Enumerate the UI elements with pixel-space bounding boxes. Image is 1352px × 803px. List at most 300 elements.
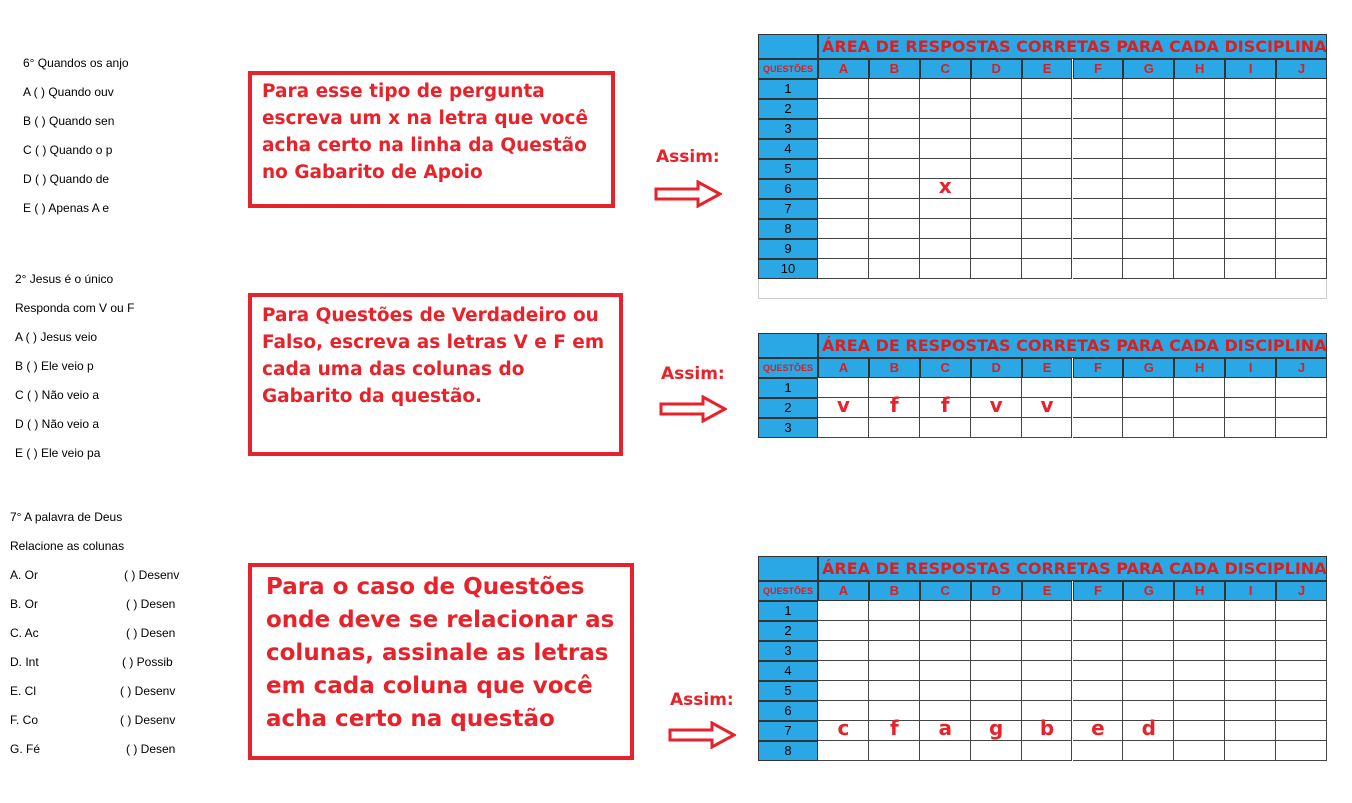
answer-cell[interactable] bbox=[1123, 378, 1174, 398]
column-header-g: G bbox=[1123, 581, 1174, 601]
column-header-e: E bbox=[1022, 358, 1073, 378]
question-number: 5 bbox=[758, 681, 818, 701]
question-2-option-c: C ( ) Não veio a bbox=[15, 388, 100, 402]
answer-cell[interactable] bbox=[1276, 681, 1327, 701]
answer-cell[interactable] bbox=[1022, 139, 1073, 159]
answer-cell[interactable] bbox=[920, 741, 971, 761]
answer-cell[interactable] bbox=[869, 418, 920, 438]
instruction-line: Falso, escreva as letras V e F em bbox=[262, 332, 605, 353]
question-7-right-1: ( ) Desenv bbox=[124, 568, 180, 582]
answer-cell[interactable] bbox=[869, 641, 920, 661]
answer-cell[interactable] bbox=[1123, 661, 1174, 681]
answer-cell[interactable] bbox=[1276, 99, 1327, 119]
question-number: 2 bbox=[758, 398, 818, 418]
answer-cell[interactable] bbox=[1022, 259, 1073, 279]
column-header-a: A bbox=[818, 59, 869, 79]
answer-cell[interactable] bbox=[1276, 239, 1327, 259]
question-7-left-e: E. Cl bbox=[10, 684, 37, 698]
question-number: 8 bbox=[758, 219, 818, 239]
column-header-i: I bbox=[1225, 581, 1276, 601]
answer-cell[interactable] bbox=[1022, 681, 1073, 701]
grid-title: ÁREA DE RESPOSTAS CORRETAS PARA CADA DISCIPLINA bbox=[818, 333, 1327, 358]
question-6-option-e: E ( ) Apenas A e bbox=[23, 201, 110, 215]
answer-cell[interactable] bbox=[1073, 239, 1124, 259]
answer-cell[interactable] bbox=[1073, 681, 1124, 701]
answer-cell[interactable] bbox=[1073, 601, 1124, 621]
answer-cell[interactable] bbox=[869, 681, 920, 701]
answer-mark: e bbox=[1091, 716, 1105, 740]
question-7-left-c: C. Ac bbox=[10, 626, 39, 640]
answer-cell[interactable] bbox=[1276, 418, 1327, 438]
answer-cell[interactable] bbox=[1225, 398, 1276, 418]
column-header-c: C bbox=[920, 358, 971, 378]
grid-title: ÁREA DE RESPOSTAS CORRETAS PARA CADA DISCIPLINA bbox=[818, 556, 1327, 581]
assim-label: Assim: bbox=[661, 364, 725, 384]
question-number: 6 bbox=[758, 179, 818, 199]
answer-cell[interactable] bbox=[1174, 179, 1225, 199]
right-arrow-icon bbox=[668, 721, 736, 749]
answer-cell[interactable] bbox=[1123, 601, 1174, 621]
column-header-c: C bbox=[920, 59, 971, 79]
question-number: 9 bbox=[758, 239, 818, 259]
question-2-subtitle: Responda com V ou F bbox=[15, 301, 135, 315]
answer-cell[interactable] bbox=[1123, 641, 1174, 661]
grid-title: ÁREA DE RESPOSTAS CORRETAS PARA CADA DISCIPLINA bbox=[818, 34, 1327, 59]
answer-cell[interactable] bbox=[1123, 398, 1174, 418]
column-header-d: D bbox=[971, 581, 1022, 601]
answer-cell[interactable] bbox=[1123, 418, 1174, 438]
answer-cell[interactable] bbox=[1073, 119, 1124, 139]
answer-mark: v bbox=[1040, 393, 1054, 417]
answer-cell[interactable] bbox=[1022, 179, 1073, 199]
answer-cell[interactable] bbox=[1022, 239, 1073, 259]
column-header-j: J bbox=[1276, 581, 1327, 601]
answer-cell[interactable] bbox=[818, 219, 869, 239]
question-7-left-g: G. Fé bbox=[10, 742, 41, 756]
answer-cell[interactable] bbox=[1225, 378, 1276, 398]
column-header-d: D bbox=[971, 358, 1022, 378]
answer-cell[interactable] bbox=[971, 99, 1022, 119]
grid-corner bbox=[758, 333, 818, 358]
answer-cell[interactable] bbox=[869, 239, 920, 259]
question-7-left-f: F. Co bbox=[10, 713, 39, 727]
answer-cell[interactable] bbox=[971, 741, 1022, 761]
grid-corner bbox=[758, 556, 818, 581]
answer-cell[interactable] bbox=[1073, 378, 1124, 398]
answer-cell[interactable] bbox=[971, 219, 1022, 239]
question-7-right-5: ( ) Desenv bbox=[120, 684, 176, 698]
answer-cell[interactable] bbox=[1276, 219, 1327, 239]
answer-cell[interactable] bbox=[869, 741, 920, 761]
question-7-left-a: A. Or bbox=[10, 568, 39, 582]
question-6-option-b: B ( ) Quando sen bbox=[23, 114, 115, 128]
answer-cell[interactable] bbox=[971, 641, 1022, 661]
assim-label: Assim: bbox=[670, 690, 734, 710]
instruction-line: cada uma das colunas do bbox=[262, 359, 525, 380]
answer-cell[interactable] bbox=[920, 139, 971, 159]
question-7-title: 7° A palavra de Deus bbox=[10, 510, 123, 524]
question-number: 7 bbox=[758, 721, 818, 741]
answer-cell[interactable] bbox=[1073, 159, 1124, 179]
answer-cell[interactable] bbox=[1276, 621, 1327, 641]
question-number: 8 bbox=[758, 741, 818, 761]
answer-mark: v bbox=[989, 393, 1003, 417]
answer-cell[interactable] bbox=[1276, 259, 1327, 279]
answer-cell[interactable] bbox=[1073, 219, 1124, 239]
answer-cell[interactable] bbox=[818, 418, 869, 438]
answer-cell[interactable] bbox=[920, 119, 971, 139]
answer-cell[interactable] bbox=[1225, 179, 1276, 199]
answer-cell[interactable] bbox=[1073, 398, 1124, 418]
column-header-b: B bbox=[869, 59, 920, 79]
answer-cell[interactable] bbox=[971, 418, 1022, 438]
answer-cell[interactable] bbox=[1225, 661, 1276, 681]
answer-cell[interactable] bbox=[1174, 239, 1225, 259]
answer-cell[interactable] bbox=[1123, 119, 1174, 139]
answer-cell[interactable] bbox=[1123, 79, 1174, 99]
answer-cell[interactable] bbox=[1174, 701, 1225, 721]
answer-cell[interactable] bbox=[869, 159, 920, 179]
answer-cell[interactable] bbox=[971, 601, 1022, 621]
right-arrow-icon bbox=[654, 180, 722, 208]
column-header-j: J bbox=[1276, 59, 1327, 79]
grid-corner bbox=[758, 34, 818, 59]
question-7-left-b: B. Or bbox=[10, 597, 39, 611]
column-header-h: H bbox=[1174, 59, 1225, 79]
answer-cell[interactable] bbox=[971, 621, 1022, 641]
answer-cell[interactable] bbox=[818, 661, 869, 681]
answer-cell[interactable] bbox=[1225, 119, 1276, 139]
answer-cell[interactable] bbox=[1225, 79, 1276, 99]
answer-cell[interactable] bbox=[1123, 219, 1174, 239]
instruction-line: onde deve se relacionar as bbox=[266, 607, 615, 633]
answer-cell[interactable] bbox=[971, 239, 1022, 259]
question-7-right-7: ( ) Desen bbox=[126, 742, 176, 756]
answer-cell[interactable] bbox=[869, 259, 920, 279]
answer-cell[interactable] bbox=[818, 139, 869, 159]
question-number: 10 bbox=[758, 259, 818, 279]
answer-cell[interactable] bbox=[1022, 119, 1073, 139]
answer-cell[interactable] bbox=[920, 259, 971, 279]
answer-mark: b bbox=[1039, 716, 1055, 740]
answer-cell[interactable] bbox=[920, 641, 971, 661]
answer-cell[interactable] bbox=[1123, 239, 1174, 259]
answer-cell[interactable] bbox=[1022, 99, 1073, 119]
instruction-box-multiple-choice bbox=[248, 71, 615, 208]
answer-cell[interactable] bbox=[1174, 378, 1225, 398]
column-header-b: B bbox=[869, 358, 920, 378]
answer-cell[interactable] bbox=[1022, 621, 1073, 641]
answer-mark: f bbox=[889, 393, 899, 417]
column-header-f: F bbox=[1073, 358, 1124, 378]
answer-cell[interactable] bbox=[971, 199, 1022, 219]
answer-cell[interactable] bbox=[1276, 741, 1327, 761]
answer-cell[interactable] bbox=[1123, 179, 1174, 199]
column-header-d: D bbox=[971, 59, 1022, 79]
answer-cell[interactable] bbox=[1073, 179, 1124, 199]
question-7-subtitle: Relacione as colunas bbox=[10, 539, 125, 553]
answer-cell[interactable] bbox=[1022, 219, 1073, 239]
answer-cell[interactable] bbox=[1073, 199, 1124, 219]
question-2-option-b: B ( ) Ele veio p bbox=[15, 359, 94, 373]
answer-cell[interactable] bbox=[1022, 741, 1073, 761]
column-header-f: F bbox=[1073, 59, 1124, 79]
answer-cell[interactable] bbox=[1174, 139, 1225, 159]
question-6-option-a: A ( ) Quando ouv bbox=[23, 85, 114, 99]
question-2-title: 2° Jesus é o único bbox=[15, 272, 114, 286]
questions-header: QUESTÕES bbox=[758, 581, 818, 601]
instruction-line: em cada coluna que você bbox=[266, 673, 593, 699]
answer-cell[interactable] bbox=[1174, 621, 1225, 641]
answer-cell[interactable] bbox=[818, 239, 869, 259]
question-number: 4 bbox=[758, 139, 818, 159]
answer-cell[interactable] bbox=[1225, 159, 1276, 179]
answer-mark: f bbox=[940, 393, 950, 417]
answer-cell[interactable] bbox=[1073, 661, 1124, 681]
answer-cell[interactable] bbox=[869, 179, 920, 199]
answer-cell[interactable] bbox=[1174, 661, 1225, 681]
answer-cell[interactable] bbox=[869, 119, 920, 139]
answer-cell[interactable] bbox=[818, 601, 869, 621]
answer-mark: f bbox=[889, 716, 899, 740]
answer-cell[interactable] bbox=[1225, 219, 1276, 239]
answer-cell[interactable] bbox=[1225, 681, 1276, 701]
question-7-right-2: ( ) Desen bbox=[126, 597, 176, 611]
answer-cell[interactable] bbox=[1022, 159, 1073, 179]
answer-cell[interactable] bbox=[1276, 601, 1327, 621]
instruction-line: Para Questões de Verdadeiro ou bbox=[262, 305, 599, 326]
answer-mark: g bbox=[988, 716, 1004, 740]
answer-cell[interactable] bbox=[1276, 641, 1327, 661]
answer-cell[interactable] bbox=[818, 99, 869, 119]
answer-cell[interactable] bbox=[1073, 99, 1124, 119]
answer-cell[interactable] bbox=[1225, 239, 1276, 259]
instruction-line: no Gabarito de Apoio bbox=[262, 162, 483, 183]
answer-cell[interactable] bbox=[1123, 99, 1174, 119]
grid-empty-row bbox=[758, 279, 1327, 299]
question-number: 5 bbox=[758, 159, 818, 179]
question-number: 1 bbox=[758, 601, 818, 621]
column-header-h: H bbox=[1174, 358, 1225, 378]
answer-cell[interactable] bbox=[1174, 79, 1225, 99]
answer-cell[interactable] bbox=[920, 219, 971, 239]
question-2-option-d: D ( ) Não veio a bbox=[15, 417, 100, 431]
answer-cell[interactable] bbox=[1174, 199, 1225, 219]
answer-cell[interactable] bbox=[1022, 199, 1073, 219]
answer-cell[interactable] bbox=[971, 139, 1022, 159]
answer-cell[interactable] bbox=[1123, 259, 1174, 279]
answer-cell[interactable] bbox=[1174, 641, 1225, 661]
column-header-g: G bbox=[1123, 59, 1174, 79]
answer-cell[interactable] bbox=[1123, 159, 1174, 179]
answer-cell[interactable] bbox=[920, 79, 971, 99]
instruction-line: Gabarito da questão. bbox=[262, 386, 483, 407]
answer-mark: x bbox=[938, 174, 952, 198]
answer-mark: v bbox=[836, 393, 850, 417]
column-header-j: J bbox=[1276, 358, 1327, 378]
answer-cell[interactable] bbox=[1073, 418, 1124, 438]
answer-cell[interactable] bbox=[818, 119, 869, 139]
answer-cell[interactable] bbox=[1073, 259, 1124, 279]
answer-cell[interactable] bbox=[869, 621, 920, 641]
answer-cell[interactable] bbox=[971, 681, 1022, 701]
answer-cell[interactable] bbox=[920, 621, 971, 641]
question-7-right-6: ( ) Desenv bbox=[120, 713, 176, 727]
answer-cell[interactable] bbox=[1073, 79, 1124, 99]
answer-cell[interactable] bbox=[1174, 99, 1225, 119]
answer-cell[interactable] bbox=[1174, 418, 1225, 438]
answer-cell[interactable] bbox=[1073, 741, 1124, 761]
column-header-a: A bbox=[818, 581, 869, 601]
answer-cell[interactable] bbox=[1225, 99, 1276, 119]
answer-cell[interactable] bbox=[1022, 601, 1073, 621]
answer-cell[interactable] bbox=[1174, 741, 1225, 761]
answer-cell[interactable] bbox=[1276, 721, 1327, 741]
answer-cell[interactable] bbox=[920, 99, 971, 119]
column-header-a: A bbox=[818, 358, 869, 378]
answer-cell[interactable] bbox=[1225, 139, 1276, 159]
column-header-b: B bbox=[869, 581, 920, 601]
answer-cell[interactable] bbox=[869, 661, 920, 681]
answer-cell[interactable] bbox=[920, 661, 971, 681]
answer-mark: c bbox=[837, 716, 850, 740]
answer-cell[interactable] bbox=[920, 199, 971, 219]
questions-header: QUESTÕES bbox=[758, 59, 818, 79]
answer-cell[interactable] bbox=[920, 239, 971, 259]
answer-cell[interactable] bbox=[1276, 378, 1327, 398]
question-number: 4 bbox=[758, 661, 818, 681]
answer-cell[interactable] bbox=[1225, 601, 1276, 621]
answer-cell[interactable] bbox=[1123, 139, 1174, 159]
answer-cell[interactable] bbox=[1174, 681, 1225, 701]
answer-cell[interactable] bbox=[1276, 119, 1327, 139]
answer-cell[interactable] bbox=[971, 661, 1022, 681]
answer-cell[interactable] bbox=[1022, 418, 1073, 438]
answer-cell[interactable] bbox=[818, 159, 869, 179]
answer-cell[interactable] bbox=[1276, 199, 1327, 219]
answer-cell[interactable] bbox=[1123, 741, 1174, 761]
answer-cell[interactable] bbox=[1174, 398, 1225, 418]
answer-cell[interactable] bbox=[818, 621, 869, 641]
answer-cell[interactable] bbox=[818, 641, 869, 661]
answer-cell[interactable] bbox=[971, 79, 1022, 99]
answer-cell[interactable] bbox=[1276, 79, 1327, 99]
answer-cell[interactable] bbox=[869, 99, 920, 119]
answer-cell[interactable] bbox=[1276, 398, 1327, 418]
answer-cell[interactable] bbox=[1225, 721, 1276, 741]
column-header-g: G bbox=[1123, 358, 1174, 378]
instruction-line: Para esse tipo de pergunta bbox=[262, 81, 545, 102]
answer-cell[interactable] bbox=[1123, 681, 1174, 701]
question-number: 3 bbox=[758, 119, 818, 139]
answer-cell[interactable] bbox=[869, 199, 920, 219]
answer-cell[interactable] bbox=[818, 199, 869, 219]
answer-cell[interactable] bbox=[1174, 721, 1225, 741]
answer-cell[interactable] bbox=[1022, 661, 1073, 681]
question-6-option-c: C ( ) Quando o p bbox=[23, 143, 113, 157]
answer-cell[interactable] bbox=[1225, 641, 1276, 661]
answer-cell[interactable] bbox=[818, 179, 869, 199]
question-7-left-d: D. Int bbox=[10, 655, 39, 669]
answer-cell[interactable] bbox=[1073, 621, 1124, 641]
answer-cell[interactable] bbox=[971, 259, 1022, 279]
answer-cell[interactable] bbox=[869, 79, 920, 99]
question-7-right-3: ( ) Desen bbox=[126, 626, 176, 640]
answer-cell[interactable] bbox=[869, 139, 920, 159]
answer-cell[interactable] bbox=[1073, 641, 1124, 661]
answer-cell[interactable] bbox=[1276, 701, 1327, 721]
answer-cell[interactable] bbox=[1225, 199, 1276, 219]
question-2-option-e: E ( ) Ele veio pa bbox=[15, 446, 101, 460]
answer-cell[interactable] bbox=[971, 179, 1022, 199]
column-header-c: C bbox=[920, 581, 971, 601]
answer-cell[interactable] bbox=[818, 259, 869, 279]
question-number: 7 bbox=[758, 199, 818, 219]
answer-cell[interactable] bbox=[1123, 621, 1174, 641]
question-2-option-a: A ( ) Jesus veio bbox=[15, 330, 98, 344]
answer-cell[interactable] bbox=[971, 119, 1022, 139]
question-number: 2 bbox=[758, 621, 818, 641]
answer-cell[interactable] bbox=[1174, 159, 1225, 179]
instruction-line: acha certo na questão bbox=[266, 706, 555, 732]
question-number: 3 bbox=[758, 641, 818, 661]
question-number: 3 bbox=[758, 418, 818, 438]
answer-cell[interactable] bbox=[1276, 179, 1327, 199]
answer-cell[interactable] bbox=[1174, 119, 1225, 139]
answer-cell[interactable] bbox=[1123, 199, 1174, 219]
answer-cell[interactable] bbox=[920, 681, 971, 701]
answer-cell[interactable] bbox=[818, 741, 869, 761]
answer-cell[interactable] bbox=[869, 601, 920, 621]
answer-cell[interactable] bbox=[971, 159, 1022, 179]
question-6-title: 6° Quandos os anjo bbox=[23, 56, 129, 70]
answer-cell[interactable] bbox=[1022, 79, 1073, 99]
answer-cell[interactable] bbox=[1073, 139, 1124, 159]
answer-cell[interactable] bbox=[1225, 701, 1276, 721]
question-number: 2 bbox=[758, 99, 818, 119]
answer-cell[interactable] bbox=[1225, 418, 1276, 438]
answer-cell[interactable] bbox=[1276, 159, 1327, 179]
answer-cell[interactable] bbox=[869, 219, 920, 239]
column-header-h: H bbox=[1174, 581, 1225, 601]
answer-cell[interactable] bbox=[1276, 661, 1327, 681]
answer-cell[interactable] bbox=[1022, 641, 1073, 661]
answer-cell[interactable] bbox=[1225, 621, 1276, 641]
answer-cell[interactable] bbox=[1276, 139, 1327, 159]
question-6-option-d: D ( ) Quando de bbox=[23, 172, 110, 186]
answer-cell[interactable] bbox=[1225, 741, 1276, 761]
question-number: 1 bbox=[758, 378, 818, 398]
instruction-line: colunas, assinale as letras bbox=[266, 640, 609, 666]
instruction-box-true-false bbox=[248, 293, 623, 456]
answer-cell[interactable] bbox=[920, 418, 971, 438]
answer-mark: a bbox=[938, 716, 952, 740]
answer-cell[interactable] bbox=[818, 79, 869, 99]
column-header-e: E bbox=[1022, 581, 1073, 601]
column-header-i: I bbox=[1225, 59, 1276, 79]
answer-cell[interactable] bbox=[1174, 601, 1225, 621]
instruction-line: acha certo na linha da Questão bbox=[262, 135, 587, 156]
answer-cell[interactable] bbox=[818, 681, 869, 701]
answer-cell[interactable] bbox=[1174, 259, 1225, 279]
answer-cell[interactable] bbox=[1174, 219, 1225, 239]
answer-cell[interactable] bbox=[920, 601, 971, 621]
questions-header: QUESTÕES bbox=[758, 358, 818, 378]
column-header-e: E bbox=[1022, 59, 1073, 79]
assim-label: Assim: bbox=[656, 147, 720, 167]
answer-cell[interactable] bbox=[1225, 259, 1276, 279]
answer-mark: d bbox=[1141, 716, 1156, 740]
